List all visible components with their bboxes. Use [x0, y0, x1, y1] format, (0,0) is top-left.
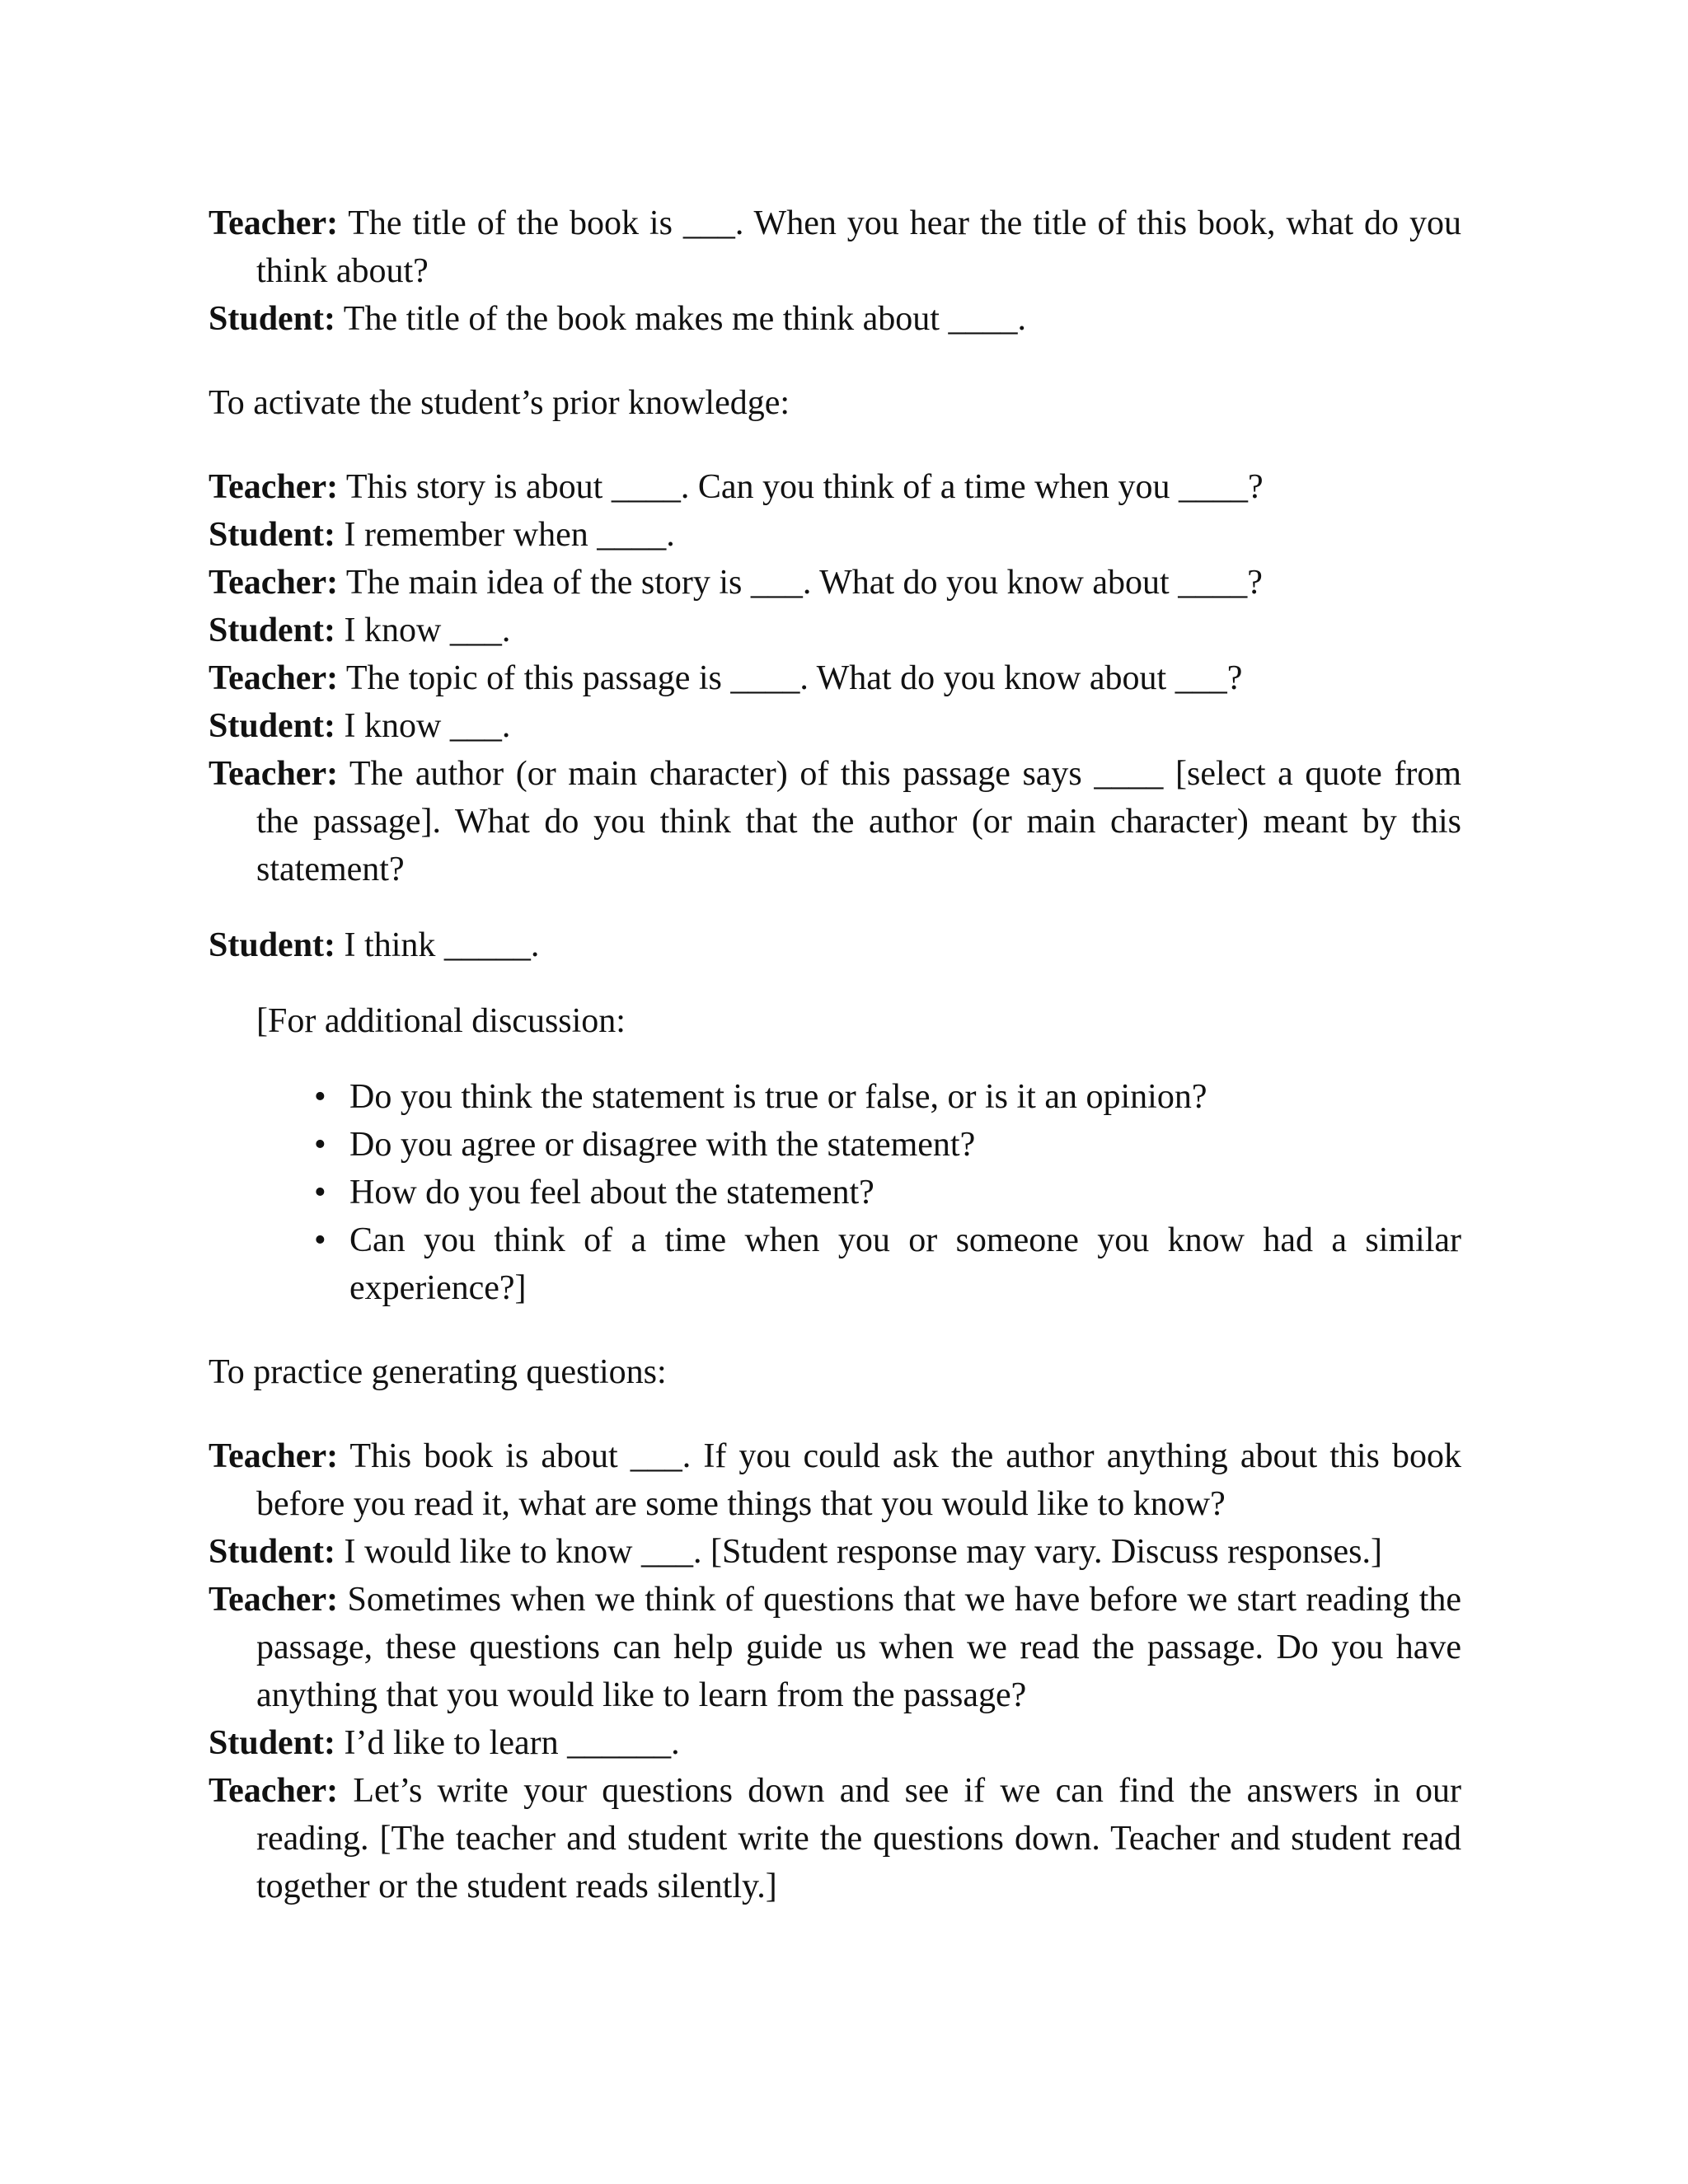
list-item-text: Can you think of a time when you or someone you know had a similar experience?] [349, 1221, 1461, 1307]
dialogue-text: I remember when ____. [335, 516, 675, 554]
speaker-label: Teacher: [209, 564, 339, 602]
dialogue-line [209, 199, 1461, 295]
dialogue-line [209, 750, 1461, 893]
dialogue-text: I would like to know ___. [Student response may vary. Discuss responses.] [335, 1533, 1382, 1571]
bullet-icon: • [314, 1078, 326, 1116]
discussion-list [209, 1073, 1461, 1312]
speaker-label: Teacher: [209, 1437, 339, 1475]
speaker-label: Teacher: [209, 204, 339, 242]
list-item [209, 1121, 1461, 1169]
dialogue-text: Let’s write your questions down and see if we can find the answers in our reading. [The teacher and student write the questions down. Teacher and student read together or the student reads silently.] [256, 1772, 1461, 1905]
dialogue-line [209, 1432, 1461, 1528]
section-heading: To activate the student’s prior knowledge: [209, 384, 790, 422]
dialogue-line [209, 1576, 1461, 1719]
dialogue-text: The title of the book makes me think about ____. [335, 300, 1026, 338]
list-item [209, 1169, 1461, 1216]
dialogue-line [209, 1528, 1461, 1576]
dialogue-line [209, 1719, 1461, 1767]
dialogue-text: The main idea of the story is ___. What do you know about ____? [338, 564, 1263, 602]
dialogue-line [209, 654, 1461, 702]
speaker-label: Student: [209, 707, 336, 745]
dialogue-text: I’d like to learn ______. [335, 1724, 680, 1762]
speaker-label: Teacher: [209, 1772, 339, 1810]
dialogue-text: I know ___. [335, 707, 511, 745]
speaker-label: Student: [209, 926, 336, 964]
dialogue-line [209, 559, 1461, 607]
dialogue-line [209, 921, 1461, 969]
dialogue-text: The author (or main character) of this passage says ____ [select a quote from the passage]. What do you think that the author (or main character) meant by this statement? [256, 755, 1461, 888]
dialogue-text: I think _____. [335, 926, 540, 964]
speaker-label: Student: [209, 612, 336, 649]
list-item-text: How do you feel about the statement? [349, 1174, 874, 1212]
speaker-label: Student: [209, 1724, 336, 1762]
document-page [209, 199, 1461, 1910]
list-item-text: Do you agree or disagree with the statement? [349, 1126, 976, 1164]
dialogue-line [209, 463, 1461, 511]
dialogue-line [209, 702, 1461, 750]
dialogue-text: I know ___. [335, 612, 511, 649]
dialogue-line [209, 1767, 1461, 1910]
list-item-text: Do you think the statement is true or false, or is it an opinion? [349, 1078, 1207, 1116]
list-item [209, 1073, 1461, 1121]
speaker-label: Student: [209, 1533, 336, 1571]
list-item [209, 1216, 1461, 1312]
bullet-icon: • [314, 1221, 326, 1259]
speaker-label: Teacher: [209, 659, 339, 697]
section-heading: To practice generating questions: [209, 1353, 667, 1391]
bullet-icon: • [314, 1126, 326, 1164]
speaker-label: Teacher: [209, 755, 339, 793]
speaker-label: Teacher: [209, 1581, 339, 1619]
dialogue-text: The title of the book is ___. When you hear the title of this book, what do you think about? [256, 204, 1461, 290]
bullet-icon: • [314, 1174, 326, 1212]
speaker-label: Student: [209, 516, 336, 554]
dialogue-line [209, 511, 1461, 559]
speaker-label: Teacher: [209, 468, 339, 506]
speaker-label: Student: [209, 300, 336, 338]
dialogue-line [209, 607, 1461, 654]
dialogue-text: This story is about ____. Can you think of a time when you ____? [338, 468, 1264, 506]
dialogue-line [209, 295, 1461, 343]
discussion-label: [For additional discussion: [256, 1002, 626, 1040]
dialogue-text: This book is about ___. If you could ask the author anything about this book before you read it, what are some things that you would like to know? [256, 1437, 1461, 1523]
dialogue-text: Sometimes when we think of questions that we have before we start reading the passage, these questions can help guide us when we read the passage. Do you have anything that you would like to learn from the passage? [256, 1581, 1461, 1714]
dialogue-text: The topic of this passage is ____. What do you know about ___? [338, 659, 1243, 697]
